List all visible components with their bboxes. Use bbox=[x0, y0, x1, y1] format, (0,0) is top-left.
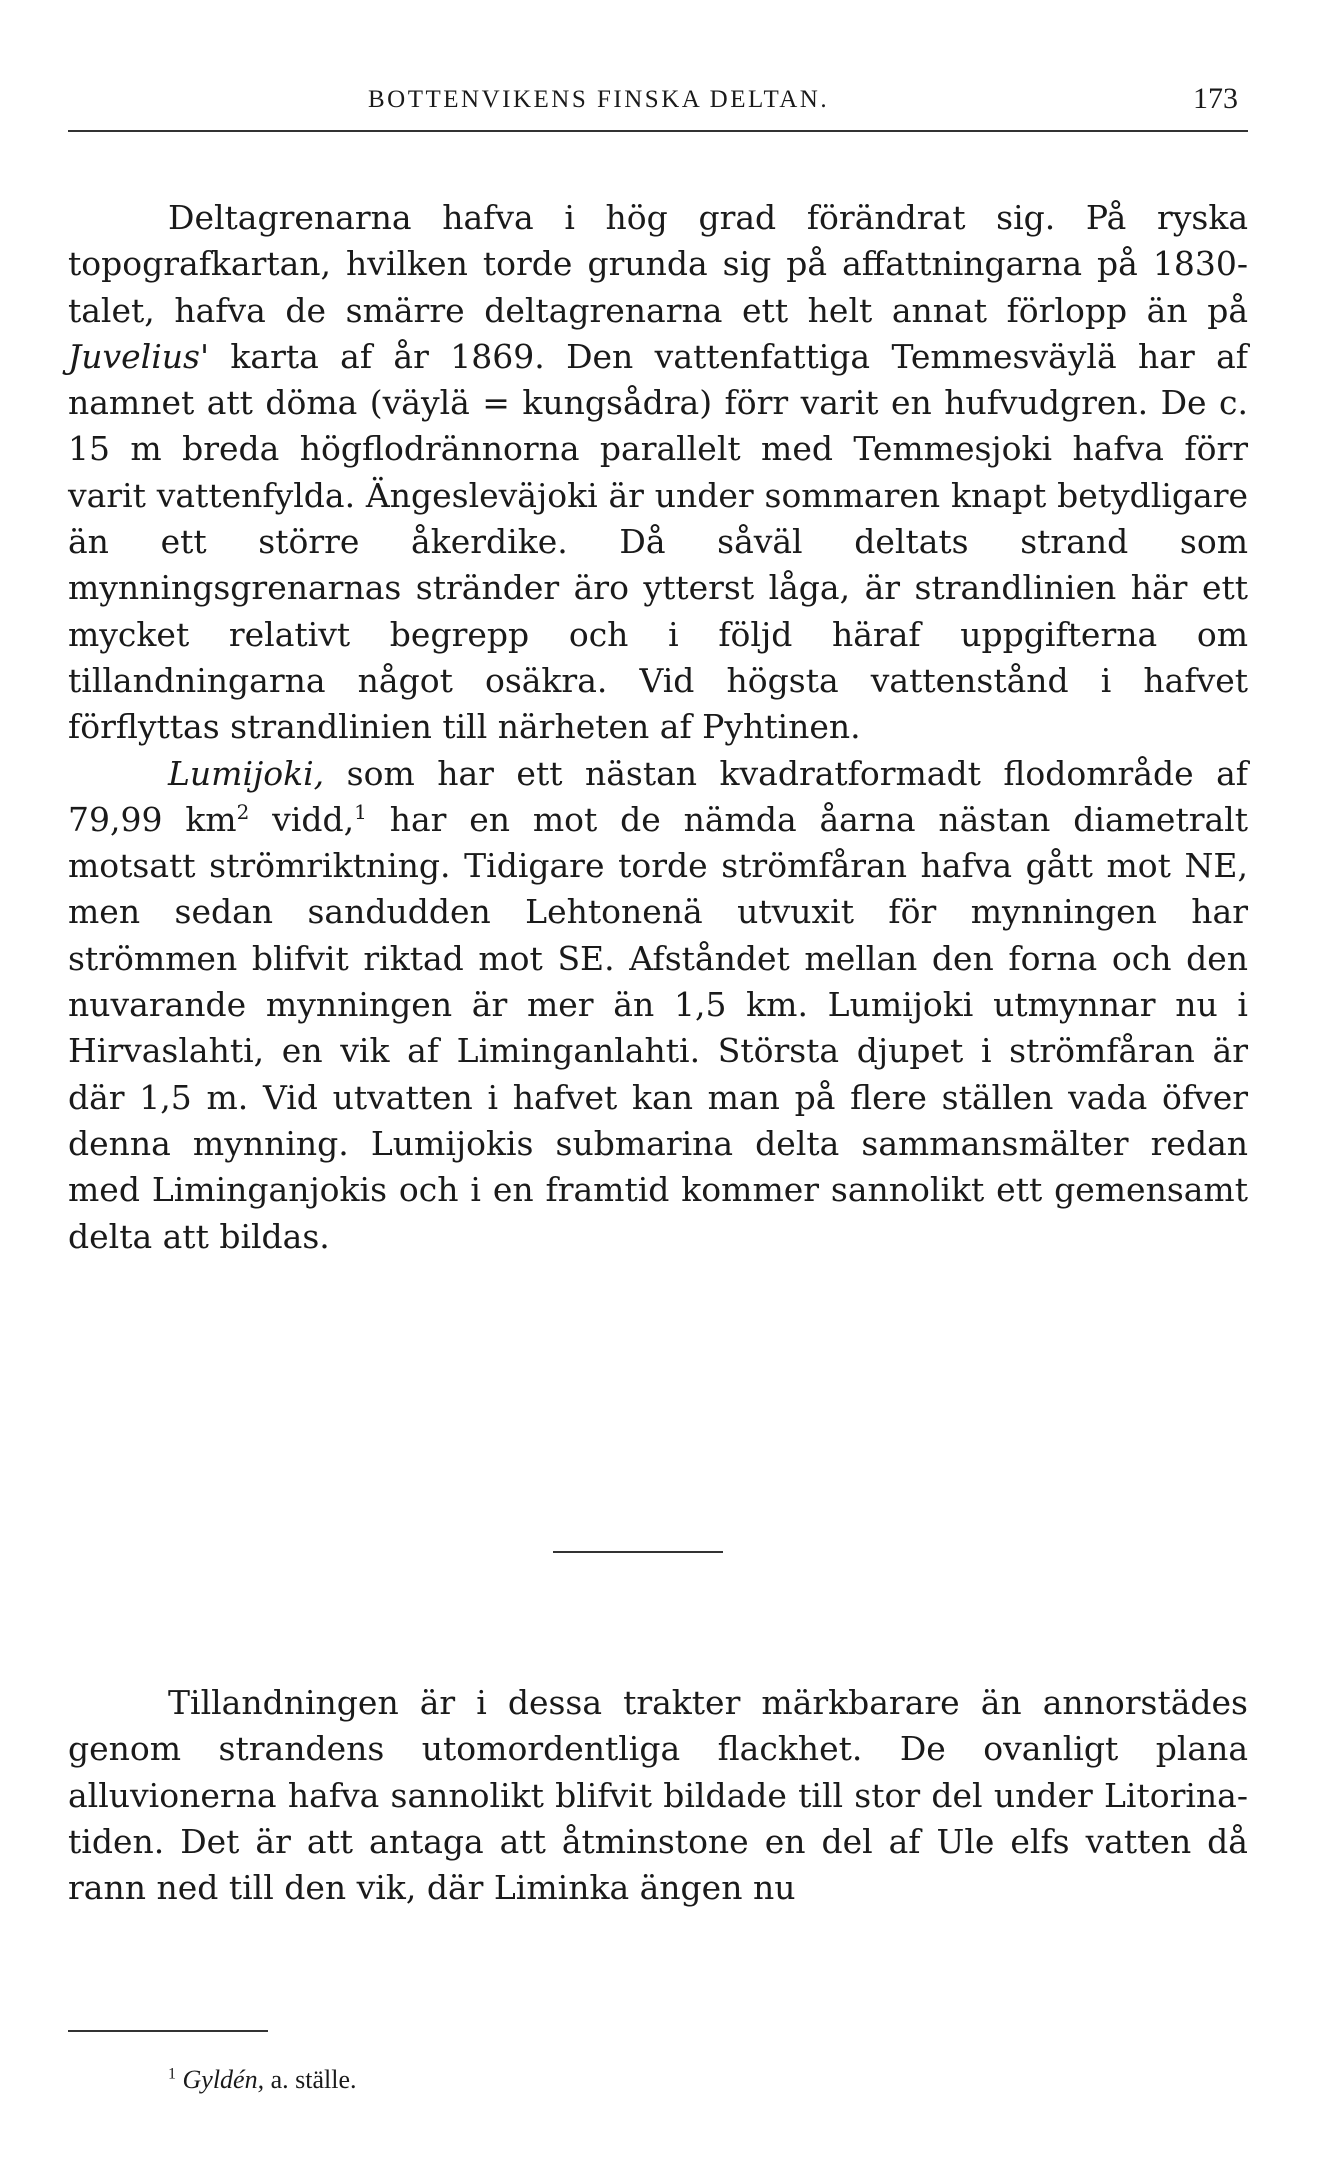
paragraph-2 bbox=[68, 751, 1248, 1260]
author-name: Juvelius' bbox=[68, 336, 210, 376]
header-rule bbox=[68, 130, 1248, 132]
page-number: 173 bbox=[1193, 82, 1238, 115]
footnote bbox=[168, 2065, 357, 2095]
main-text bbox=[68, 195, 1248, 1260]
superscript-2: 2 bbox=[236, 799, 250, 824]
footnote-marker: 1 bbox=[168, 2065, 176, 2083]
running-head: BOTTENVIKENS FINSKA DELTAN. bbox=[368, 86, 830, 113]
footnote-ref: 1 bbox=[354, 799, 367, 824]
paragraph-2-text-a: som har ett nästan kvadratformadt flodområde af 79,99 km bbox=[68, 753, 1248, 839]
paragraph-1-text: Deltagrenarna hafva i hög grad förändrat sig. På ryska topografkartan, hvilken torde grunda sig på affattningarna på 1830-talet, hafva de smärre deltagrenarna ett helt annat förlopp än på bbox=[68, 198, 1248, 330]
paragraph-2-text-c: har en mot de nämda åarna nästan diametralt motsatt strömriktning. Tidigare torde strömfåran hafva gått mot NE, men sedan sandudden Lehtonenä utvuxit för mynningen har strömmen blifvit riktad mot SE. Afståndet mellan den forna och den nuvarande mynningen är mer än 1,5 km. Lumijoki utmynnar nu i Hirvaslahti, en vik af Liminganlahti. Största djupet i strömfåran är där 1,5 m. Vid utvatten i hafvet kan man på flere ställen vada öfver denna mynning. Lumijokis submarina delta sammansmälter redan med Liminganjokis och i en framtid kommer sannolikt ett gemensamt delta att bildas. bbox=[68, 799, 1248, 1256]
paragraph-1 bbox=[68, 195, 1248, 751]
section-divider bbox=[553, 1551, 723, 1553]
footnote-author: Gyldén, bbox=[182, 2065, 265, 2094]
footnote-text: a. ställe. bbox=[264, 2065, 357, 2094]
page-header bbox=[68, 82, 1248, 126]
footnote-rule bbox=[68, 2030, 268, 2032]
main-text-continued bbox=[68, 1680, 1248, 1911]
paragraph-3: Tillandningen är i dessa trakter märkbarare än annorstädes genom strandens utomordentliga flackhet. De ovanligt plana alluvionerna hafva sannolikt blifvit bildade till stor del under Litorina-tiden. Det är att antaga att åtminstone en del af Ule elfs vatten då rann ned till den vik, där Liminka ängen nu bbox=[68, 1683, 1248, 1908]
paragraph-2-text-b: vidd, bbox=[249, 799, 355, 839]
paragraph-1-text-cont: karta af år 1869. Den vattenfattiga Temmesväylä har af namnet att döma (väylä = kungsådra) förr varit en hufvudgren. De c. 15 m breda högflodrännorna parallelt med Temmesjoki hafva förr varit vattenfylda. Ängesleväjoki är under sommaren knapt betydligare än ett större åkerdike. Då såväl deltats strand som mynningsgrenarnas stränder äro ytterst låga, är strandlinien här ett mycket relativt begrepp och i följd häraf uppgifterna om tillandningarna något osäkra. Vid högsta vattenstånd i hafvet förflyttas strandlinien till närheten af Pyhtinen. bbox=[68, 336, 1248, 747]
page bbox=[68, 0, 1248, 2184]
river-name: Lumijoki, bbox=[168, 753, 325, 793]
